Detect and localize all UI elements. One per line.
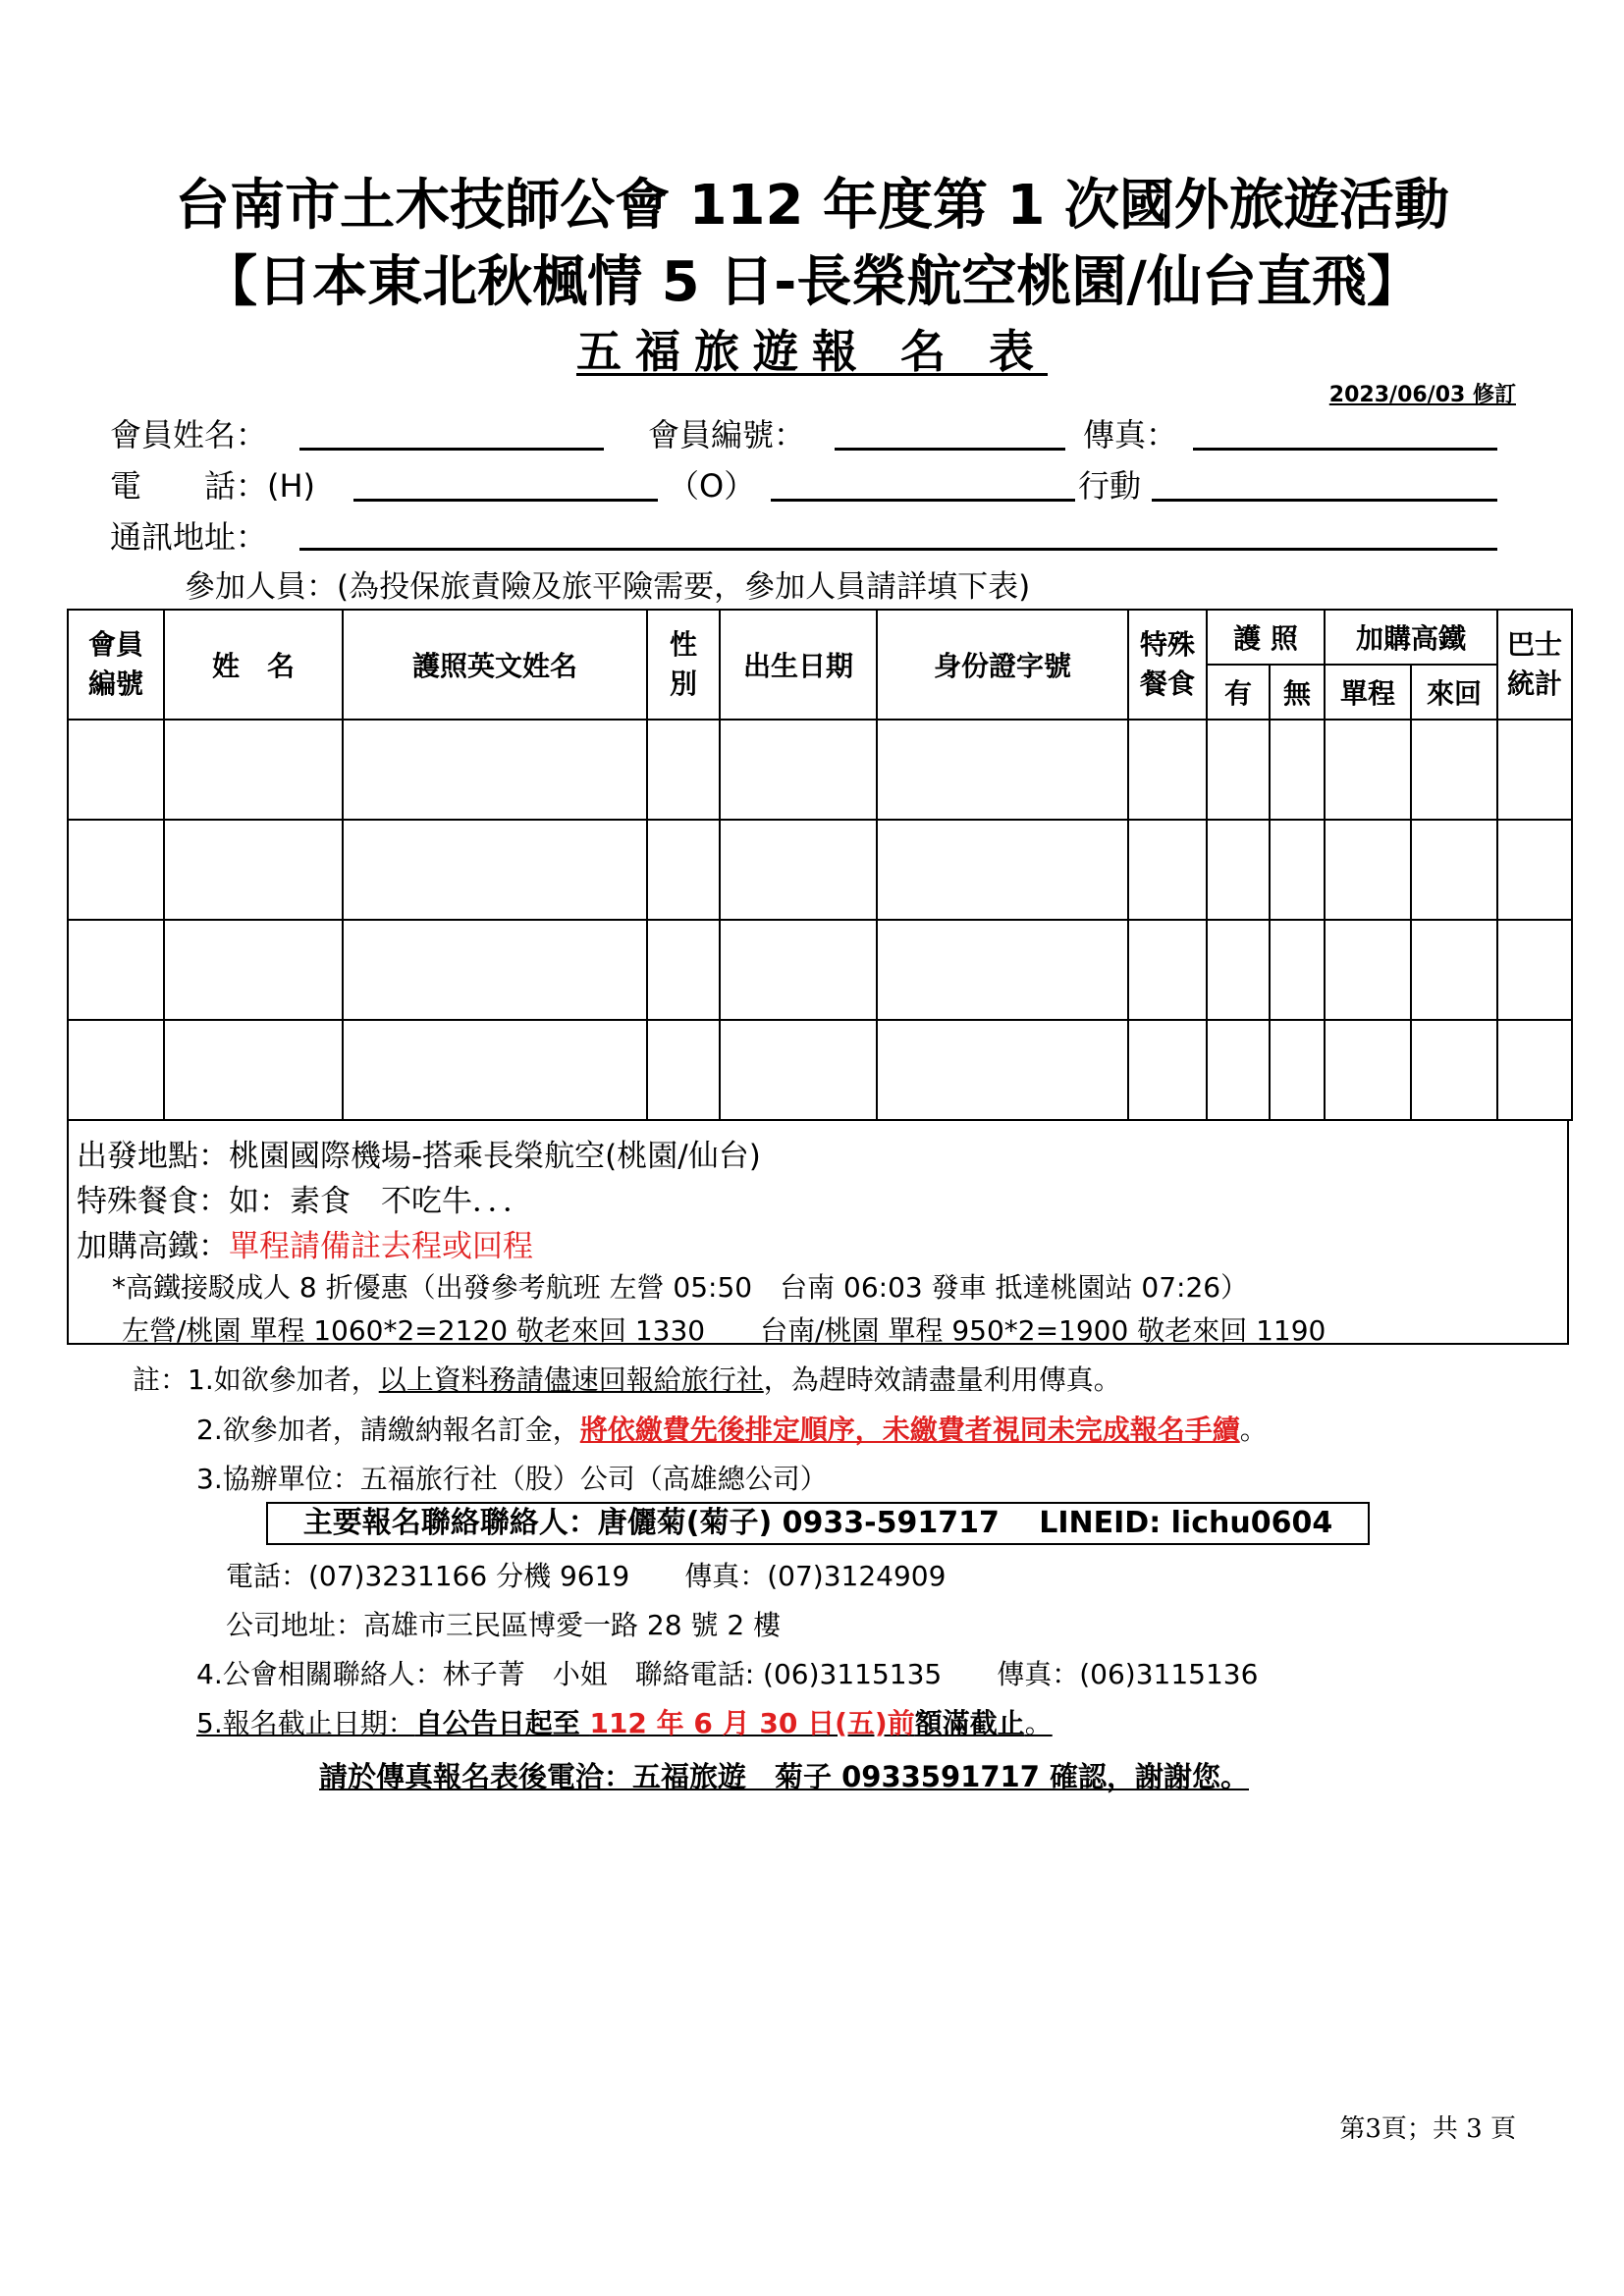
agency-phone: 電話：(07)3231166 分機 9619 傳真：(07)3124909 bbox=[226, 1560, 947, 1592]
mobile-label: 行動 bbox=[1078, 467, 1142, 505]
revision-date: 2023/06/03 修訂 bbox=[1328, 383, 1516, 407]
fax-label: 傳真： bbox=[1083, 416, 1178, 454]
table-cell[interactable] bbox=[1497, 720, 1572, 820]
title-line-1: 台南市土木技師公會 112 年度第 1 次國外旅遊活動 bbox=[175, 174, 1449, 238]
table-cell[interactable] bbox=[68, 720, 164, 820]
note-2 bbox=[196, 1409, 1268, 1448]
title-line-2: 【日本東北秋楓情 5 日-長榮航空桃園/仙台直飛】 bbox=[202, 250, 1422, 314]
col-special-meal: 特殊餐食 bbox=[1128, 610, 1207, 720]
agency-address: 公司地址：高雄市三民區博愛一路 28 號 2 樓 bbox=[226, 1609, 782, 1641]
hsr-info bbox=[77, 1221, 533, 1265]
table-cell[interactable] bbox=[68, 820, 164, 920]
note-4: 4.公會相關聯絡人：林子菁 小姐 聯絡電話: (06)3115135 傳真：(06)3115136 bbox=[196, 1658, 1259, 1690]
hsr-note: 單程請備註去程或回程 bbox=[229, 1229, 533, 1264]
hsr-discount: *高鐵接駁成人 8 折優惠（出發參考航班 左營 05:50 台南 06:03 發車 抵達桃園站 07:26） bbox=[112, 1271, 1249, 1304]
office-label: （O） bbox=[668, 467, 756, 505]
col-passport-no: 無 bbox=[1270, 665, 1325, 720]
table-cell[interactable] bbox=[1325, 820, 1411, 920]
note-5 bbox=[196, 1702, 1053, 1741]
table-cell[interactable] bbox=[1325, 1020, 1411, 1120]
note-5-bold-2: 額滿截止 bbox=[914, 1707, 1025, 1739]
col-passport-yes: 有 bbox=[1207, 665, 1270, 720]
participants-table bbox=[67, 609, 1573, 1121]
table-cell[interactable] bbox=[1128, 1020, 1207, 1120]
note-1 bbox=[133, 1359, 1121, 1398]
table-cell[interactable] bbox=[1128, 920, 1207, 1020]
confirm-note: 請於傳真報名表後電洽：五福旅遊 菊子 0933591717 確認，謝謝您。 bbox=[319, 1760, 1249, 1793]
table-cell[interactable] bbox=[877, 1020, 1128, 1120]
note-2-suffix: 。 bbox=[1239, 1414, 1268, 1446]
table-cell[interactable] bbox=[68, 920, 164, 1020]
note-5-suffix: 。 bbox=[1024, 1707, 1053, 1739]
table-cell[interactable] bbox=[1270, 720, 1325, 820]
member-no-label: 會員編號： bbox=[648, 416, 806, 454]
table-cell[interactable] bbox=[1207, 720, 1270, 820]
table-cell[interactable] bbox=[1325, 920, 1411, 1020]
table-cell[interactable] bbox=[647, 1020, 720, 1120]
table-cell[interactable] bbox=[1207, 820, 1270, 920]
table-cell[interactable] bbox=[343, 920, 647, 1020]
col-member-no: 會員編號 bbox=[68, 610, 164, 720]
table-cell[interactable] bbox=[720, 720, 877, 820]
table-cell[interactable] bbox=[877, 920, 1128, 1020]
contact-box: 主要報名聯絡聯絡人：唐儷菊(菊子) 0933-591717 LINEID: lichu0604 bbox=[266, 1502, 1370, 1545]
col-bus: 巴士統計 bbox=[1497, 610, 1572, 720]
table-cell[interactable] bbox=[343, 720, 647, 820]
table-cell[interactable] bbox=[877, 720, 1128, 820]
col-gender: 性別 bbox=[647, 610, 720, 720]
table-cell[interactable] bbox=[647, 920, 720, 1020]
col-id: 身份證字號 bbox=[877, 610, 1128, 720]
note-1-prefix: 註：1.如欲參加者， bbox=[133, 1363, 379, 1396]
table-cell[interactable] bbox=[1128, 820, 1207, 920]
table-cell[interactable] bbox=[1207, 1020, 1270, 1120]
table-row bbox=[68, 920, 1572, 1020]
col-hsr-oneway: 單程 bbox=[1325, 665, 1411, 720]
table-cell[interactable] bbox=[1128, 720, 1207, 820]
col-birth: 出生日期 bbox=[720, 610, 877, 720]
table-cell[interactable] bbox=[1411, 920, 1497, 1020]
table-cell[interactable] bbox=[164, 820, 343, 920]
table-row bbox=[68, 1020, 1572, 1120]
col-hsr-round: 來回 bbox=[1411, 665, 1497, 720]
table-cell[interactable] bbox=[720, 1020, 877, 1120]
note-2-red: 將依繳費先後排定順序，未繳費者視同未完成報名手續 bbox=[579, 1414, 1240, 1446]
table-cell[interactable] bbox=[1270, 820, 1325, 920]
table-row bbox=[68, 820, 1572, 920]
table-cell[interactable] bbox=[1411, 720, 1497, 820]
phone-home-field[interactable] bbox=[353, 499, 658, 502]
table-cell[interactable] bbox=[1411, 820, 1497, 920]
table-cell[interactable] bbox=[68, 1020, 164, 1120]
note-1-suffix: ，為趕時效請盡量利用傳真。 bbox=[763, 1363, 1121, 1396]
member-name-field[interactable] bbox=[299, 448, 604, 451]
table-cell[interactable] bbox=[164, 920, 343, 1020]
table-cell[interactable] bbox=[877, 820, 1128, 920]
table-cell[interactable] bbox=[720, 820, 877, 920]
table-row bbox=[68, 720, 1572, 820]
phone-office-field[interactable] bbox=[771, 499, 1075, 502]
participants-note: 參加人員：(為投保旅責險及旅平險需要，參加人員請詳填下表) bbox=[185, 569, 1031, 605]
note-5-deadline: 112 年 6 月 30 日(五)前 bbox=[589, 1707, 915, 1739]
table-cell[interactable] bbox=[1325, 720, 1411, 820]
note-1-underline: 以上資料務請儘速回報給旅行社 bbox=[378, 1363, 764, 1396]
address-label: 通訊地址： bbox=[110, 518, 268, 556]
trip-info-box bbox=[67, 1121, 1569, 1345]
note-5-bold-1: 自公告日起至 bbox=[414, 1707, 590, 1739]
table-cell[interactable] bbox=[1497, 920, 1572, 1020]
note-5-prefix: 5.報名截止日期： bbox=[196, 1707, 415, 1739]
hsr-label: 加購高鐵： bbox=[77, 1229, 229, 1264]
col-hsr: 加購高鐵 bbox=[1325, 610, 1497, 665]
table-cell[interactable] bbox=[164, 1020, 343, 1120]
fax-field[interactable] bbox=[1193, 448, 1497, 451]
table-cell[interactable] bbox=[647, 720, 720, 820]
form-title: 五福旅遊報 名 表 bbox=[575, 325, 1049, 378]
note-2-prefix: 2.欲參加者，請繳納報名訂金， bbox=[196, 1414, 580, 1446]
departure-info: 出發地點：桃園國際機場-搭乘長榮航空(桃園/仙台) bbox=[77, 1139, 761, 1174]
table-cell[interactable] bbox=[343, 820, 647, 920]
hsr-prices: 左營/桃園 單程 1060*2=2120 敬老來回 1330 台南/桃園 單程 950*2=1900 敬老來回 1190 bbox=[122, 1314, 1326, 1347]
table-cell[interactable] bbox=[1411, 1020, 1497, 1120]
member-name-label: 會員姓名： bbox=[110, 416, 268, 454]
table-cell[interactable] bbox=[343, 1020, 647, 1120]
table-cell[interactable] bbox=[1497, 820, 1572, 920]
table-cell[interactable] bbox=[1270, 1020, 1325, 1120]
col-name: 姓 名 bbox=[164, 610, 343, 720]
member-no-field[interactable] bbox=[835, 448, 1065, 451]
col-passport-name: 護照英文姓名 bbox=[343, 610, 647, 720]
table-cell[interactable] bbox=[1497, 1020, 1572, 1120]
mobile-field[interactable] bbox=[1152, 499, 1497, 502]
table-cell[interactable] bbox=[1270, 920, 1325, 1020]
address-field[interactable] bbox=[299, 548, 1497, 551]
table-cell[interactable] bbox=[164, 720, 343, 820]
special-meal-info: 特殊餐食：如：素食 不吃牛．．． bbox=[77, 1184, 533, 1219]
col-passport: 護 照 bbox=[1207, 610, 1325, 665]
phone-label: 電 話：(H) bbox=[110, 467, 316, 505]
page-number: 第3頁；共 3 頁 bbox=[1339, 2114, 1516, 2144]
table-cell[interactable] bbox=[1207, 920, 1270, 1020]
table-cell[interactable] bbox=[720, 920, 877, 1020]
note-3: 3.協辦單位：五福旅行社（股）公司（高雄總公司） bbox=[196, 1463, 828, 1495]
table-cell[interactable] bbox=[647, 820, 720, 920]
